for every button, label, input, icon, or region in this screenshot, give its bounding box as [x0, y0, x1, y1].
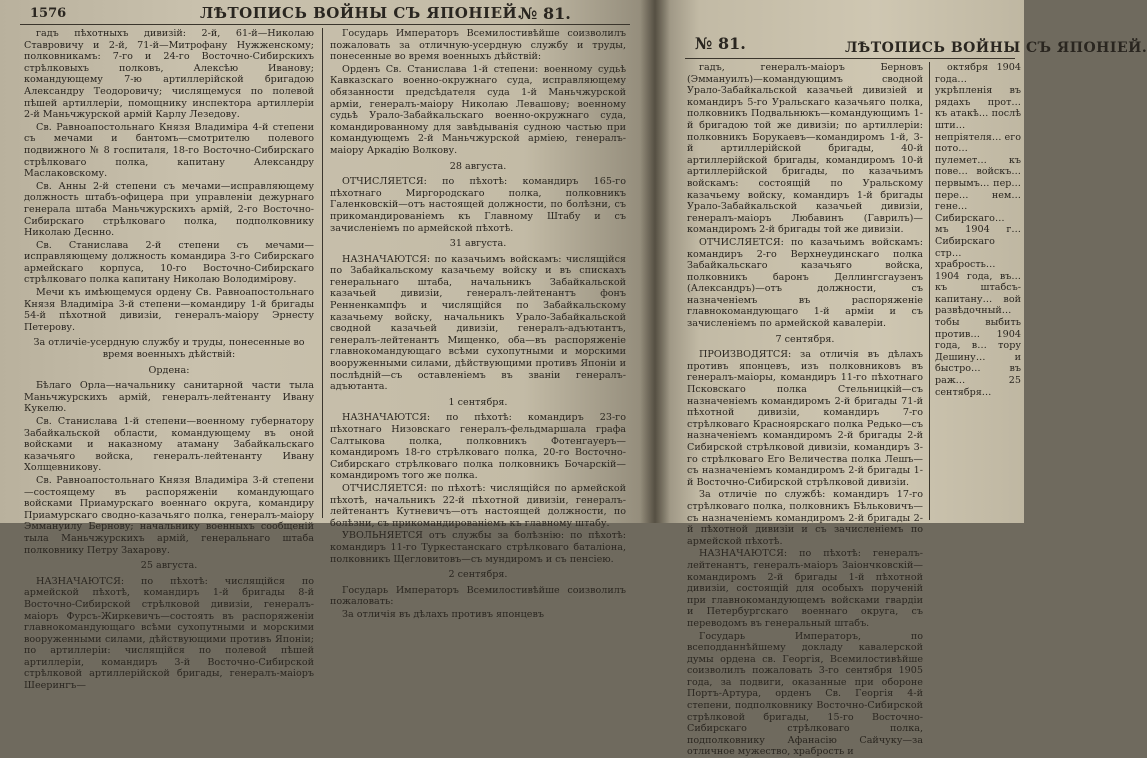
section-heading: Ордена:: [24, 365, 314, 377]
paragraph: Государь Императоръ, по всеподданнѣйшему докладу кавалерской думы ордена св. Георгія, Всемилостивѣйше соизволилъ пожаловать 3-го сентября 1905 года, за подвиги, оказанные при обороне Портъ-Артура, орденъ Св. Георгія 4-й степени, подполковнику Восточно-Сибирской стрѣлковой бригады, 15-го Восточно-Сибирскаго стрѣлковаго полка, подполковнику Афанасію Сайчуку—за отличное мужество, храбрость и: [687, 631, 923, 758]
right-column-1: [687, 62, 923, 520]
paragraph: октября 1904 года… укрѣпленія въ рядахъ прот… къ атакѣ… послѣ шти… непріятеля… его пото… пулемет… къ пове… войскъ… первымъ… пер… пере… нем… гене… Сибирскаго… мъ 1904 г… Сибирскаго стр… храбрость… 1904 года, въ… къ штабсъ-капитану… вой развѣдочный… тобы выбить против… 1904 года, в… тору Дешину… и быстро… въ раж… 25 сентября…: [935, 62, 1021, 398]
paragraph: Св. Равноапостольнаго Князя Владиміра 3-й степени—состоящему въ распоряженіи командующаго войсками Приамурскаго военнаго округа, командиру Приамурскаго сводно-казачьяго полка, генералъ-маіору Эммануилу Бернову; начальнику военныхъ сообщеній тыла Маньчжурскихъ армій, генеральнаго штаба полковнику Петру Захарову.: [24, 475, 314, 556]
right-column-2: [935, 62, 1021, 520]
left-column-2: [330, 28, 626, 520]
paragraph: УВОЛЬНЯЕТСЯ отъ службы за болѣзнію: по пѣхотѣ: командиръ 11-го Туркестанскаго стрѣлковаго баталіона, полковникъ Щегловитовъ—съ мундиромъ и съ пенсіею.: [330, 530, 626, 565]
paragraph: НАЗНАЧАЮТСЯ: по пѣхотѣ: числящійся по армейской пѣхотѣ, командиръ 1-й бригады 8-й Восточно-Сибирской стрѣлковой дивизіи, генералъ-маіоръ Фурсъ-Жиркевичъ—состоять въ распоряженіи главнокомандующаго всѣми сухопутными и морскими вооруженными силами, дѣйствующими противъ Японіи; по артиллеріи: числящійся по полевой пѣшей артиллеріи, командиръ 3-й Восточно-Сибирской стрѣлковой артиллерійской бригады, генералъ-маіоръ Шеерингъ—: [24, 576, 314, 692]
paragraph: ОТЧИСЛЯЕТСЯ: по пѣхотѣ: числящійся по армейской пѣхотѣ, начальникъ 22-й пѣхотной дивизіи, генералъ-лейтенантъ Кутневичъ—отъ настоящей должности, по болѣзни, съ прикомандированіемъ къ главному штабу.: [330, 483, 626, 529]
paragraph: гадъ пѣхотныхъ дивизій: 2-й, 61-й—Николаю Ставровичу и 2-й, 71-й—Митрофану Нужженскому; полковникамъ: 7-го и 24-го Восточно-Сибирскихъ стрѣлковыхъ полковъ, Алексѣю Иванову; командующему 7-ю артиллерійской бригадою Александру Теодоровичу; числящемуся по полевой пѣшей артиллеріи, помощнику инспектора артиллеріи 2-й Маньчжурской армій Карлу Лезедову.: [24, 28, 314, 121]
issue-number: № 81.: [520, 4, 571, 23]
date-heading: 2 сентября.: [330, 569, 626, 581]
paragraph: Мечи къ имѣющемуся ордену Св. Равноапостольнаго Князя Владиміра 3-й степени—командиру 1-й бригады 54-й пѣхотной дивизіи, генералъ-маіору Эрнесту Петерову.: [24, 287, 314, 333]
paragraph: Св. Анны 2-й степени съ мечами—исправляющему должность штабъ-офицера при управленіи дежурнаго генерала штаба Маньчжурскихъ армій, 2-го Восточно-Сибирскаго стрѣлковаго полка, подполковнику Николаю Деснно.: [24, 181, 314, 239]
date-heading: 25 августа.: [24, 560, 314, 572]
date-heading: 28 августа.: [330, 161, 626, 173]
paragraph: ПРОИЗВОДЯТСЯ: за отличія въ дѣлахъ противъ японцевъ, изъ полковниковъ въ генералъ-маіоры, командиръ 11-го пѣхотнаго Псковскаго полка Стельницкій—съ назначеніемъ командиромъ 2-й бригады 71-й пѣхотной дивизіи, командиръ 7-го стрѣлковаго Красноярскаго полка Редько—съ назначеніемъ командиромъ 2-й бригады 2-й Сибирской стрѣлковой дивизіи, командиръ 3-го стрѣлковаго Его Величества полка Лешъ—съ назначеніемъ командиромъ 2-й бригады 1-й Восточно-Сибирской стрѣлковой дивизіи.: [687, 349, 923, 488]
column-divider: [929, 62, 930, 520]
date-heading: 31 августа.: [330, 238, 626, 250]
paragraph: Государь Императоръ Всемилостивѣйше соизволилъ пожаловать:: [330, 585, 626, 608]
date-heading: 7 сентября.: [687, 334, 923, 346]
paragraph: Орденъ Св. Станислава 1-й степени: военному судьѣ Кавказскаго военно-окружнаго суда, исправляющему обязанности предсѣдателя суда 1-й Маньчжурской арміи, генералъ-маіору Николаю Левашову; военному судьѣ Урало-Забайкальскаго военно-окружнаго суда, командированному для завѣдыванія судною частью при командующемъ 2-й Маньчжурской арміею, генералъ-маіору Аркадію Волкову.: [330, 64, 626, 157]
header-rule: [20, 24, 630, 25]
date-heading: 1 сентября.: [330, 397, 626, 409]
paragraph: Св. Станислава 1-й степени—военному губернатору Забайкальской области, командующему въ оной войсками и наказному атаману Забайкальскаго казачьяго войска, генералъ-лейтенанту Ивану Холщевникову.: [24, 416, 314, 474]
paragraph: НАЗНАЧАЮТСЯ: по казачьимъ войскамъ: числящійся по Забайкальскому казачьему войску и въ спискахъ генеральнаго штаба, начальникъ Забайкальской казачьей дивизіи, генералъ-лейтенантъ фонъ Ренненкампфъ и числящійся по Забайкальскому казачьему войску, начальникъ Урало-Забайкальской сводной казачьей дивизіи, генералъ-адъютантъ, генералъ-лейтенантъ Мищенко, оба—въ распоряженіе главнокомандующаго всѣми сухопутными и морскими вооруженными силами, дѣйствующими противъ Японіи и послѣдній—съ оставленіемъ въ званіи генералъ-адъютанта.: [330, 254, 626, 393]
paragraph: НАЗНАЧАЮТСЯ: по пѣхотѣ: генералъ-лейтенантъ, генералъ-маіоръ Заіончковскій—командиромъ 2-й бригады 1-й пѣхотной дивизіи, состоящій для особыхъ порученій при главнокомандующемъ войсками гвардіи и Петербургскаго военнаго округа, съ переводомъ въ генеральный штабъ.: [687, 548, 923, 629]
column-divider: [322, 28, 323, 518]
paragraph: За отличія въ дѣлахъ противъ японцевъ: [330, 609, 626, 621]
left-column-1: [24, 28, 314, 520]
paragraph: Св. Станислава 2-й степени съ мечами—исправляющему должность командира 3-го Сибирскаго армейскаго корпуса, 10-го Восточно-Сибирскаго стрѣлковаго полка капитану Николаю Володимірову.: [24, 240, 314, 286]
paragraph: За отличіе по службѣ: командиръ 17-го стрѣлковаго полка, полковникъ Бѣльковичъ—съ назначеніемъ командиромъ 2-й бригады 2-й пѣхотной дивизіи и съ зачисленіемъ по армейской пѣхотѣ.: [687, 489, 923, 547]
running-title: ЛѢТОПИСЬ ВОЙНЫ СЪ ЯПОНІЕЙ.: [200, 4, 523, 22]
paragraph: гадъ, генералъ-маіоръ Берновъ (Эммануилъ)—командующимъ сводной Урало-Забайкальской казачьей дивизіей и командиръ 5-го Уральскаго казачьяго полка, полковникъ Подвальнюкъ—командующимъ 1-й бригадою той же дивизіи; по артиллеріи: полковникъ Борукаевъ—командиромъ 1-й, 3-й артиллерійской бригады, 40-й артиллерійской бригады, командиромъ 10-й артиллерійской бригады, по казачьимъ войскамъ: состоящій по Уральскому казачьему войску, командиръ 1-й бригады Урало-Забайкальской казачьей дивизіи, генералъ-маіоръ Любавинъ (Гаврилъ)—командиромъ 2-й бригады той же дивизіи.: [687, 62, 923, 236]
paragraph: ОТЧИСЛЯЕТСЯ: по пѣхотѣ: командиръ 165-го пѣхотнаго Миргородскаго полка, полковникъ Галенковскій—отъ настоящей должности, по болѣзни, съ прикомандированіемъ къ Главному Штабу и съ зачисленіемъ по армейской пѣхотѣ.: [330, 176, 626, 234]
book-gutter: [640, 0, 670, 523]
page-number: 1576: [30, 6, 66, 21]
right-page: [655, 0, 1024, 523]
header-rule: [685, 58, 1015, 59]
paragraph: Св. Равноапостольнаго Князя Владиміра 4-й степени съ мечами и бантомъ—смотрителю полевого подвижного № 8 госпиталя, 18-го Восточно-Сибирскаго стрѣлковаго полка, капитану Александру Маслаковскому.: [24, 122, 314, 180]
left-page: [0, 0, 655, 523]
paragraph: ОТЧИСЛЯЕТСЯ: по казачьимъ войскамъ: командиръ 2-го Верхнеудинскаго полка Забайкальскаго казачьяго войска, полковникъ баронъ Деллингсгаузенъ (Александръ)—отъ должности, съ назначеніемъ въ распоряженіе главнокомандующаго 1-й арміи и съ зачисленіемъ по армейской кавалеріи.: [687, 237, 923, 330]
issue-number: № 81.: [695, 34, 746, 53]
paragraph: Государь Императоръ Всемилостивѣйше соизволилъ пожаловать за отличную-усердную службу и труды, понесенные во время военныхъ дѣйствій:: [330, 28, 626, 63]
paragraph: Бѣлаго Орла—начальнику санитарной части тыла Маньчжурскихъ армій, генералъ-лейтенанту Ивану Кукелю.: [24, 380, 314, 415]
running-title: ЛѢТОПИСЬ ВОЙНЫ СЪ ЯПОНІЕЙ.: [845, 40, 1147, 56]
section-heading: За отличіе-усердную службу и труды, понесенные во время военныхъ дѣйствій:: [24, 337, 314, 360]
paragraph: НАЗНАЧАЮТСЯ: по пѣхотѣ: командиръ 23-го пѣхотнаго Низовскаго генералъ-фельдмаршала графа Салтыкова полка, полковникъ Фотенгауеръ—командиромъ 18-го стрѣлковаго полка, 20-го Восточно-Сибирскаго стрѣлковаго полка полковникъ Бочарскій—командиромъ того же полка.: [330, 412, 626, 482]
